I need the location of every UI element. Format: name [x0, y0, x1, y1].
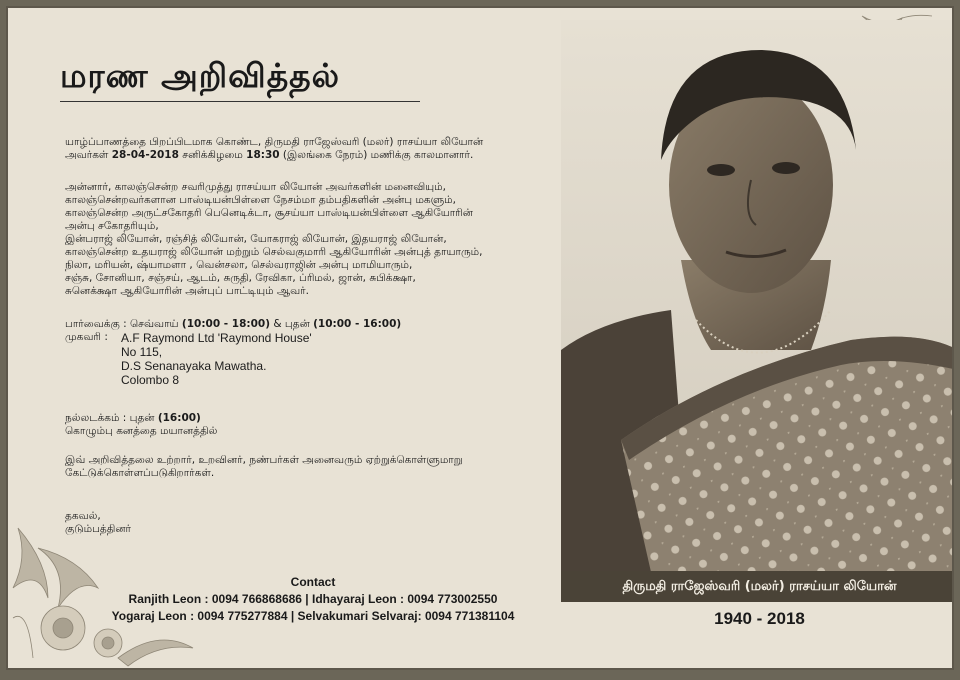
- announcement-line-1: யாழ்ப்பாணத்தை பிறப்பிடமாக கொண்ட, திருமதி ராஜேஸ்வரி (மலர்) ராசய்யா லியோன்: [65, 136, 484, 148]
- announcement-paragraph: [65, 136, 545, 162]
- relations-line: அன்பு சகோதரியும்,: [65, 220, 159, 232]
- address-block: [65, 331, 545, 387]
- relations-line: இன்பராஜ் லியோன், ரஞ்சித் லியோன், யோகராஜ் லியோன், இதயராஜ் லியோன்,: [65, 233, 447, 245]
- address-line: No 115,: [121, 345, 163, 359]
- viewing-time-2: (10:00 - 16:00): [313, 318, 402, 330]
- relations-line: காலஞ்சென்ற அருட்சகோதரி பெனெடிக்டா, சூசய்யா பாஸ்டியன்பிள்ளை ஆகியோரின்: [65, 207, 473, 219]
- announcement-line-2: அவர்கள் 28-04-2018 சனிக்கிழமை 18:30 (இலங்கை நேரம்) மணிக்கு காலமானார்.: [65, 149, 474, 161]
- page-title: மரண அறிவித்தல்: [60, 56, 341, 95]
- funeral-time: (16:00): [157, 412, 201, 424]
- funeral-place: கொழும்பு கனத்தை மயானத்தில்: [65, 425, 218, 437]
- address-line: D.S Senanayaka Mawatha.: [121, 359, 267, 373]
- death-date: 28-04-2018: [111, 149, 179, 161]
- signoff-from: குடும்பத்தினர்: [65, 523, 132, 535]
- address-line: Colombo 8: [121, 373, 180, 387]
- request-line: இவ் அறிவித்தலை உற்றார், உறவினர், நண்பர்கள் அனைவரும் ஏற்றுக்கொள்ளுமாறு: [65, 454, 463, 466]
- funeral-section: [65, 412, 545, 438]
- request-line: கேட்டுக்கொள்ளப்படுகிறார்கள்.: [65, 467, 215, 479]
- contact-heading: Contact: [290, 575, 336, 589]
- address-lines: [121, 331, 312, 387]
- contact-line: Yogaraj Leon : 0094 775277884 | Selvakumari Selvaraj: 0094 771381104: [111, 609, 515, 623]
- viewing-line: பார்வைக்கு : செவ்வாய் (10:00 - 18:00) & புதன் (10:00 - 16:00): [65, 318, 402, 330]
- life-years: 1940 - 2018: [714, 609, 805, 628]
- relations-line: சுனெக்க்ஷா ஆகியோரின் அன்புப் பாட்டியும் ஆவர்.: [65, 285, 310, 297]
- title-underline: [60, 101, 420, 102]
- signoff: [65, 510, 545, 536]
- relations-line: நிலா, மரியன், ஷ்யாமளா , வென்சலா, செல்வராஜின் அன்பு மாமியாரும்,: [65, 259, 413, 271]
- request-paragraph: [65, 454, 545, 480]
- photo-caption: திருமதி ராஜேஸ்வரி (மலர்) ராசய்யா லியோன்: [561, 571, 954, 602]
- viewing-section: [65, 318, 545, 387]
- address-label: முகவரி :: [65, 331, 108, 343]
- relations-line: காலஞ்சென்ற உதயராஜ் லியோன் மற்றும் செல்வகுமாரி ஆகியோரின் அன்புத் தாயாரும்,: [65, 246, 483, 258]
- contact-line: Ranjith Leon : 0094 766868686 | Idhayaraj Leon : 0094 773002550: [128, 592, 498, 606]
- relations-paragraph: [65, 181, 545, 298]
- relations-line: சஞ்சு, சோனியா, சஞ்சய், ஆடம், சுருதி, ரேவிகா, ப்ரிமல், ஜான், சுபிக்க்ஷா,: [65, 272, 416, 284]
- signoff-label: தகவல்,: [65, 510, 101, 522]
- address-line: A.F Raymond Ltd 'Raymond House': [121, 331, 312, 345]
- funeral-line: நல்லடக்கம் : புதன் (16:00): [65, 412, 201, 424]
- obituary-card: [6, 6, 954, 670]
- viewing-time-1: (10:00 - 18:00): [181, 318, 271, 330]
- portrait-photo: [561, 20, 954, 572]
- contact-block: [108, 574, 518, 625]
- relations-line: காலஞ்சென்றவர்களான பாஸ்டியன்பிள்ளை நேசம்மா தம்பதிகளின் அன்பு மகளும்,: [65, 194, 456, 206]
- relations-line: அன்னார், காலஞ்சென்ற சவரிமுத்து ராசய்யா லியோன் அவர்களின் மனைவியும்,: [65, 181, 446, 193]
- death-time: 18:30: [246, 149, 280, 161]
